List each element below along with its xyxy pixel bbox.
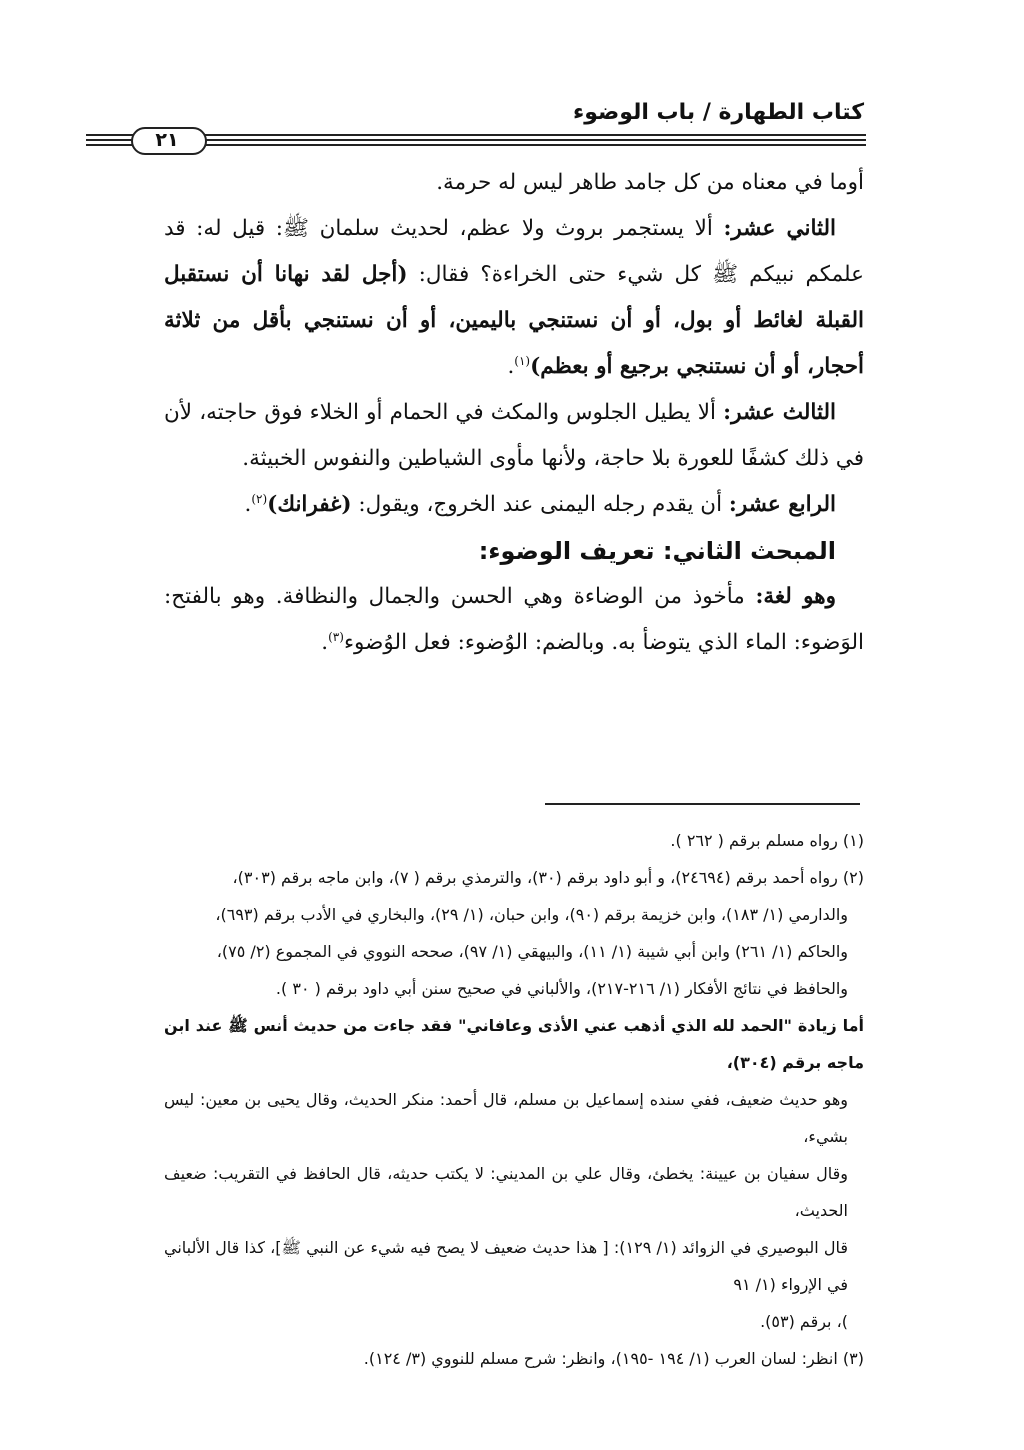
item-lead: الثاني عشر: [723, 216, 837, 241]
paragraph [164, 482, 864, 528]
paragraph-text: ألا يطيل الجلوس والمكث في الحمام أو الخلاء فوق حاجته، لأن في ذلك كشفًا للعورة بلا حاجة، ولأنها مأوى الشياطين والنفوس الخبيثة. [164, 400, 864, 471]
paragraph-text: أن يقدم رجله اليمنى عند الخروج، ويقول: [351, 492, 729, 517]
footnote-ref: (٢) [251, 491, 268, 506]
footnote-line: (٢) رواه أحمد برقم (٢٤٦٩٤)، و أبو داود برقم (٣٠)، والترمذي برقم ( ٧)، وابن ماجه برقم (٣٠٣)، [232, 868, 864, 887]
page-number: ٢١ [155, 129, 179, 151]
paragraph-text: ألا يستجمر بروث ولا عظم، لحديث سلمان ﷺ: قيل له: قد علمكم نبيكم ﷺ كل شيء حتى الخراءة؟ فقال: [164, 216, 864, 287]
paragraph [164, 390, 864, 482]
paragraph-end: . [244, 492, 252, 517]
footnote-line: (٣) انظر: لسان العرب (١/ ١٩٤ -١٩٥)، وانظر: شرح مسلم للنووي (٣/ ١٢٤). [363, 1349, 864, 1368]
section-heading: المبحث الثاني: تعريف الوضوء: [478, 537, 836, 565]
running-title: كتاب الطهارة / باب الوضوء [572, 100, 864, 125]
item-lead: وهو لغة: [755, 584, 836, 609]
header-rule [86, 126, 866, 156]
footnote-separator [545, 803, 860, 805]
main-text [164, 160, 864, 666]
footnote-line: وقال سفيان بن عيينة: يخطئ، وقال علي بن المديني: لا يكتب حديثه، قال الحافظ في التقريب: ضعيف الحديث، [164, 1164, 848, 1220]
paragraph-end: . [507, 354, 515, 379]
hadith-quote: (غفرانك) [267, 492, 352, 517]
paragraph-end: . [321, 630, 329, 655]
hadith-quote: (أجل لقد نهانا أن نستقبل القبلة لغائط أو بول، أو أن نستنجي باليمين، أو أن نستنجي بأقل من ثلاثة أحجار، أو أن نستنجي برجيع أو بعظم) [164, 262, 864, 379]
paragraph [164, 160, 864, 206]
footnotes [164, 822, 864, 1377]
footnote-line: قال البوصيري في الزوائد (١/ ١٢٩): [ هذا حديث ضعيف لا يصح فيه شيء عن النبي ﷺ]، كذا قال الألباني في الإرواء (١/ ٩١ [164, 1238, 848, 1294]
paragraph-text: أوما في معناه من كل جامد طاهر ليس له حرمة. [436, 170, 864, 195]
footnote-line: والدارمي (١/ ١٨٣)، وابن خزيمة برقم (٩٠)، وابن حبان، (١/ ٢٩)، والبخاري في الأدب برقم (٦٩٣)، [215, 905, 848, 924]
footnote-line: والحافظ في نتائج الأفكار (١/ ٢١٦-٢١٧)، والألباني في صحيح سنن أبي داود برقم ( ٣٠ ). [275, 979, 848, 998]
footnote-line: وهو حديث ضعيف، ففي سنده إسماعيل بن مسلم، قال أحمد: منكر الحديث، وقال يحيى بن معين: ليس بشيء، [164, 1090, 848, 1146]
paragraph-text: مأخوذ من الوضاءة وهي الحسن والجمال والنظافة. وهو بالفتح: الوَضوء: الماء الذي يتوضأ به. وبالضم: الوُضوء: فعل الوُضوء [164, 584, 864, 655]
footnote-line: )، برقم (٥٣). [760, 1312, 848, 1331]
footnote-line: والحاكم (١/ ٢٦١) وابن أبي شيبة (١/ ١١)، والبيهقي (١/ ٩٧)، صححه النووي في المجموع (٢/ ٧٥)، [216, 942, 848, 961]
footnote-ref: (١) [514, 353, 531, 368]
item-lead: الرابع عشر: [728, 492, 836, 517]
footnote-ref: (٣) [328, 629, 344, 644]
footnote-line: (١) رواه مسلم برقم ( ٢٦٢ ). [670, 831, 864, 850]
item-lead: الثالث عشر: [723, 400, 836, 425]
footnote-line: أما زيادة "الحمد لله الذي أذهب عني الأذى وعافاني" فقد جاءت من حديث أنس ﷺ عند ابن ماجه برقم (٣٠٤)، [164, 1016, 864, 1072]
header-rule-graphic [86, 126, 866, 156]
paragraph [164, 206, 864, 390]
paragraph [164, 574, 864, 666]
